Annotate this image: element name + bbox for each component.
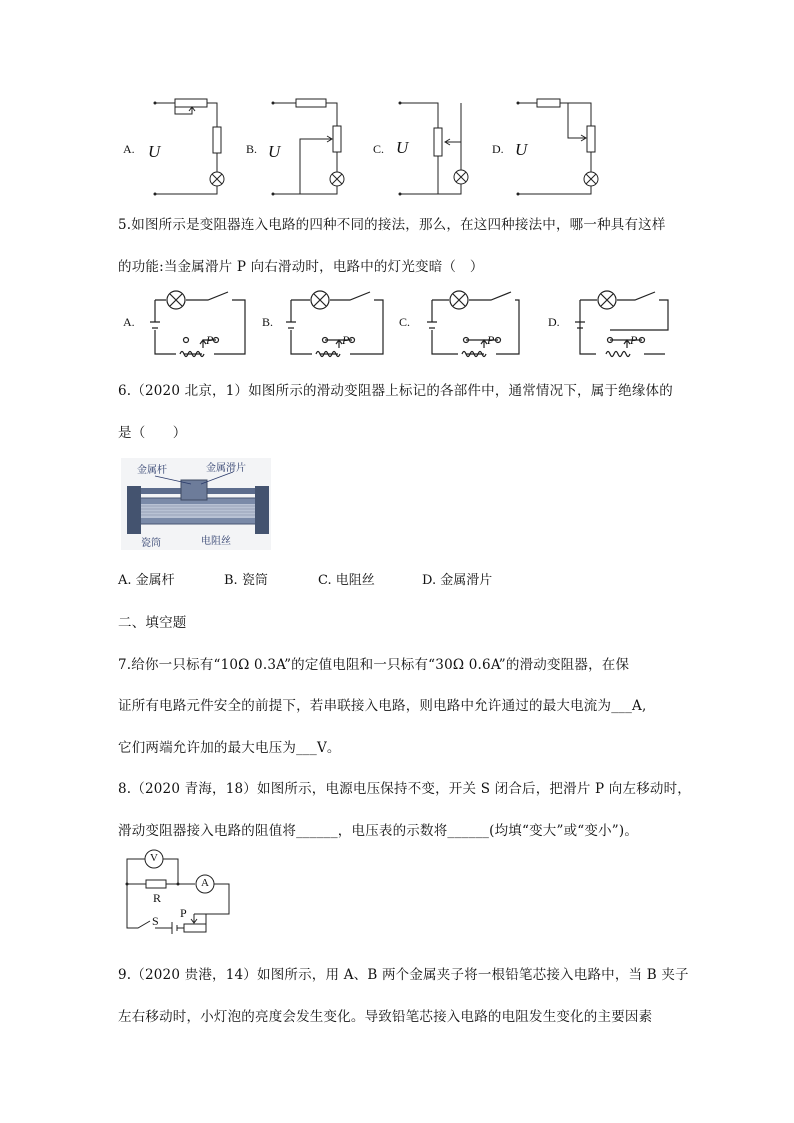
q4-option-c-label: C. (373, 142, 385, 156)
q4-voltage-b: U (268, 142, 281, 161)
rheostat-label-wire: 电阻丝 (201, 536, 231, 547)
rheostat-label-tube: 瓷筒 (141, 538, 161, 549)
section-heading: 二、填空题 (118, 615, 187, 631)
q5-slider-label-a: P (206, 333, 214, 347)
q6-option-b: B. 瓷筒 (224, 573, 268, 588)
q5-slider-label-b: P (342, 333, 350, 347)
q7-line-2: 证所有电路元件安全的前提下，若串联接入电路，则电路中允许通过的最大电流为___A, (118, 698, 647, 714)
q7-line-1: 7.给你一只标有“10Ω 0.3A”的定值电阻和一只标有“30Ω 0.6A”的滑动变阻器，在保 (118, 657, 630, 673)
resistor-label: R (153, 891, 162, 905)
q5-slider-label-d: P (630, 333, 638, 347)
q5-slider-label-c: P (487, 333, 495, 347)
switch-label: S (152, 914, 159, 928)
q4-option-b-label: B. (246, 142, 258, 156)
q9-line-2: 左右移动时，小灯泡的亮度会发生变化。导致铅笔芯接入电路的电阻发生变化的主要因素 (118, 1009, 653, 1025)
q7-line-3: 它们两端允许加的最大电压为___V。 (118, 740, 341, 756)
q5-option-c-label: C. (399, 315, 411, 329)
q4-option-a-label: A. (123, 142, 135, 156)
q4-option-d-label: D. (492, 142, 504, 156)
q5-line-1: 5.如图所示是变阻器连入电路的四种不同的接法，那么，在这四种接法中，哪一种具有这样 (118, 217, 666, 233)
voltmeter-label: V (150, 852, 158, 864)
q4-voltage-c: U (396, 138, 409, 157)
q6-line-2: 是（ ） (118, 425, 187, 441)
q5-line-2: 的功能:当金属滑片 P 向右滑动时，电路中的灯光变暗（ ） (118, 259, 484, 275)
q6-line-1: 6.（2020 北京，1）如图所示的滑动变阻器上标记的各部件中，通常情况下，属于绝缘体的 (118, 383, 673, 399)
rheostat-label-slider: 金属滑片 (206, 463, 246, 474)
slider-label: P (180, 906, 187, 920)
q6-option-c: C. 电阻丝 (318, 573, 375, 588)
q9-line-1: 9.（2020 贵港，14）如图所示，用 A、B 两个金属夹子将一根铅笔芯接入电路中，当 B 夹子 (118, 967, 689, 983)
q6-option-d: D. 金属滑片 (422, 573, 493, 588)
q5-option-a-label: A. (123, 315, 135, 329)
q4-voltage-d: U (515, 140, 528, 159)
q5-option-d-label: D. (548, 315, 560, 329)
q5-option-b-label: B. (262, 315, 274, 329)
q8-line-1: 8.（2020 青海，18）如图所示，电源电压保持不变，开关 S 闭合后，把滑片 P 向左移动时， (118, 781, 692, 797)
rheostat-label-rod: 金属杆 (137, 465, 167, 476)
q4-voltage-a: U (148, 142, 161, 161)
ammeter-label: A (201, 877, 209, 889)
q6-option-a: A. 金属杆 (118, 573, 175, 588)
q8-line-2: 滑动变阻器接入电路的阻值将______，电压表的示数将______(均填“变大”或“变小”)。 (118, 823, 639, 839)
